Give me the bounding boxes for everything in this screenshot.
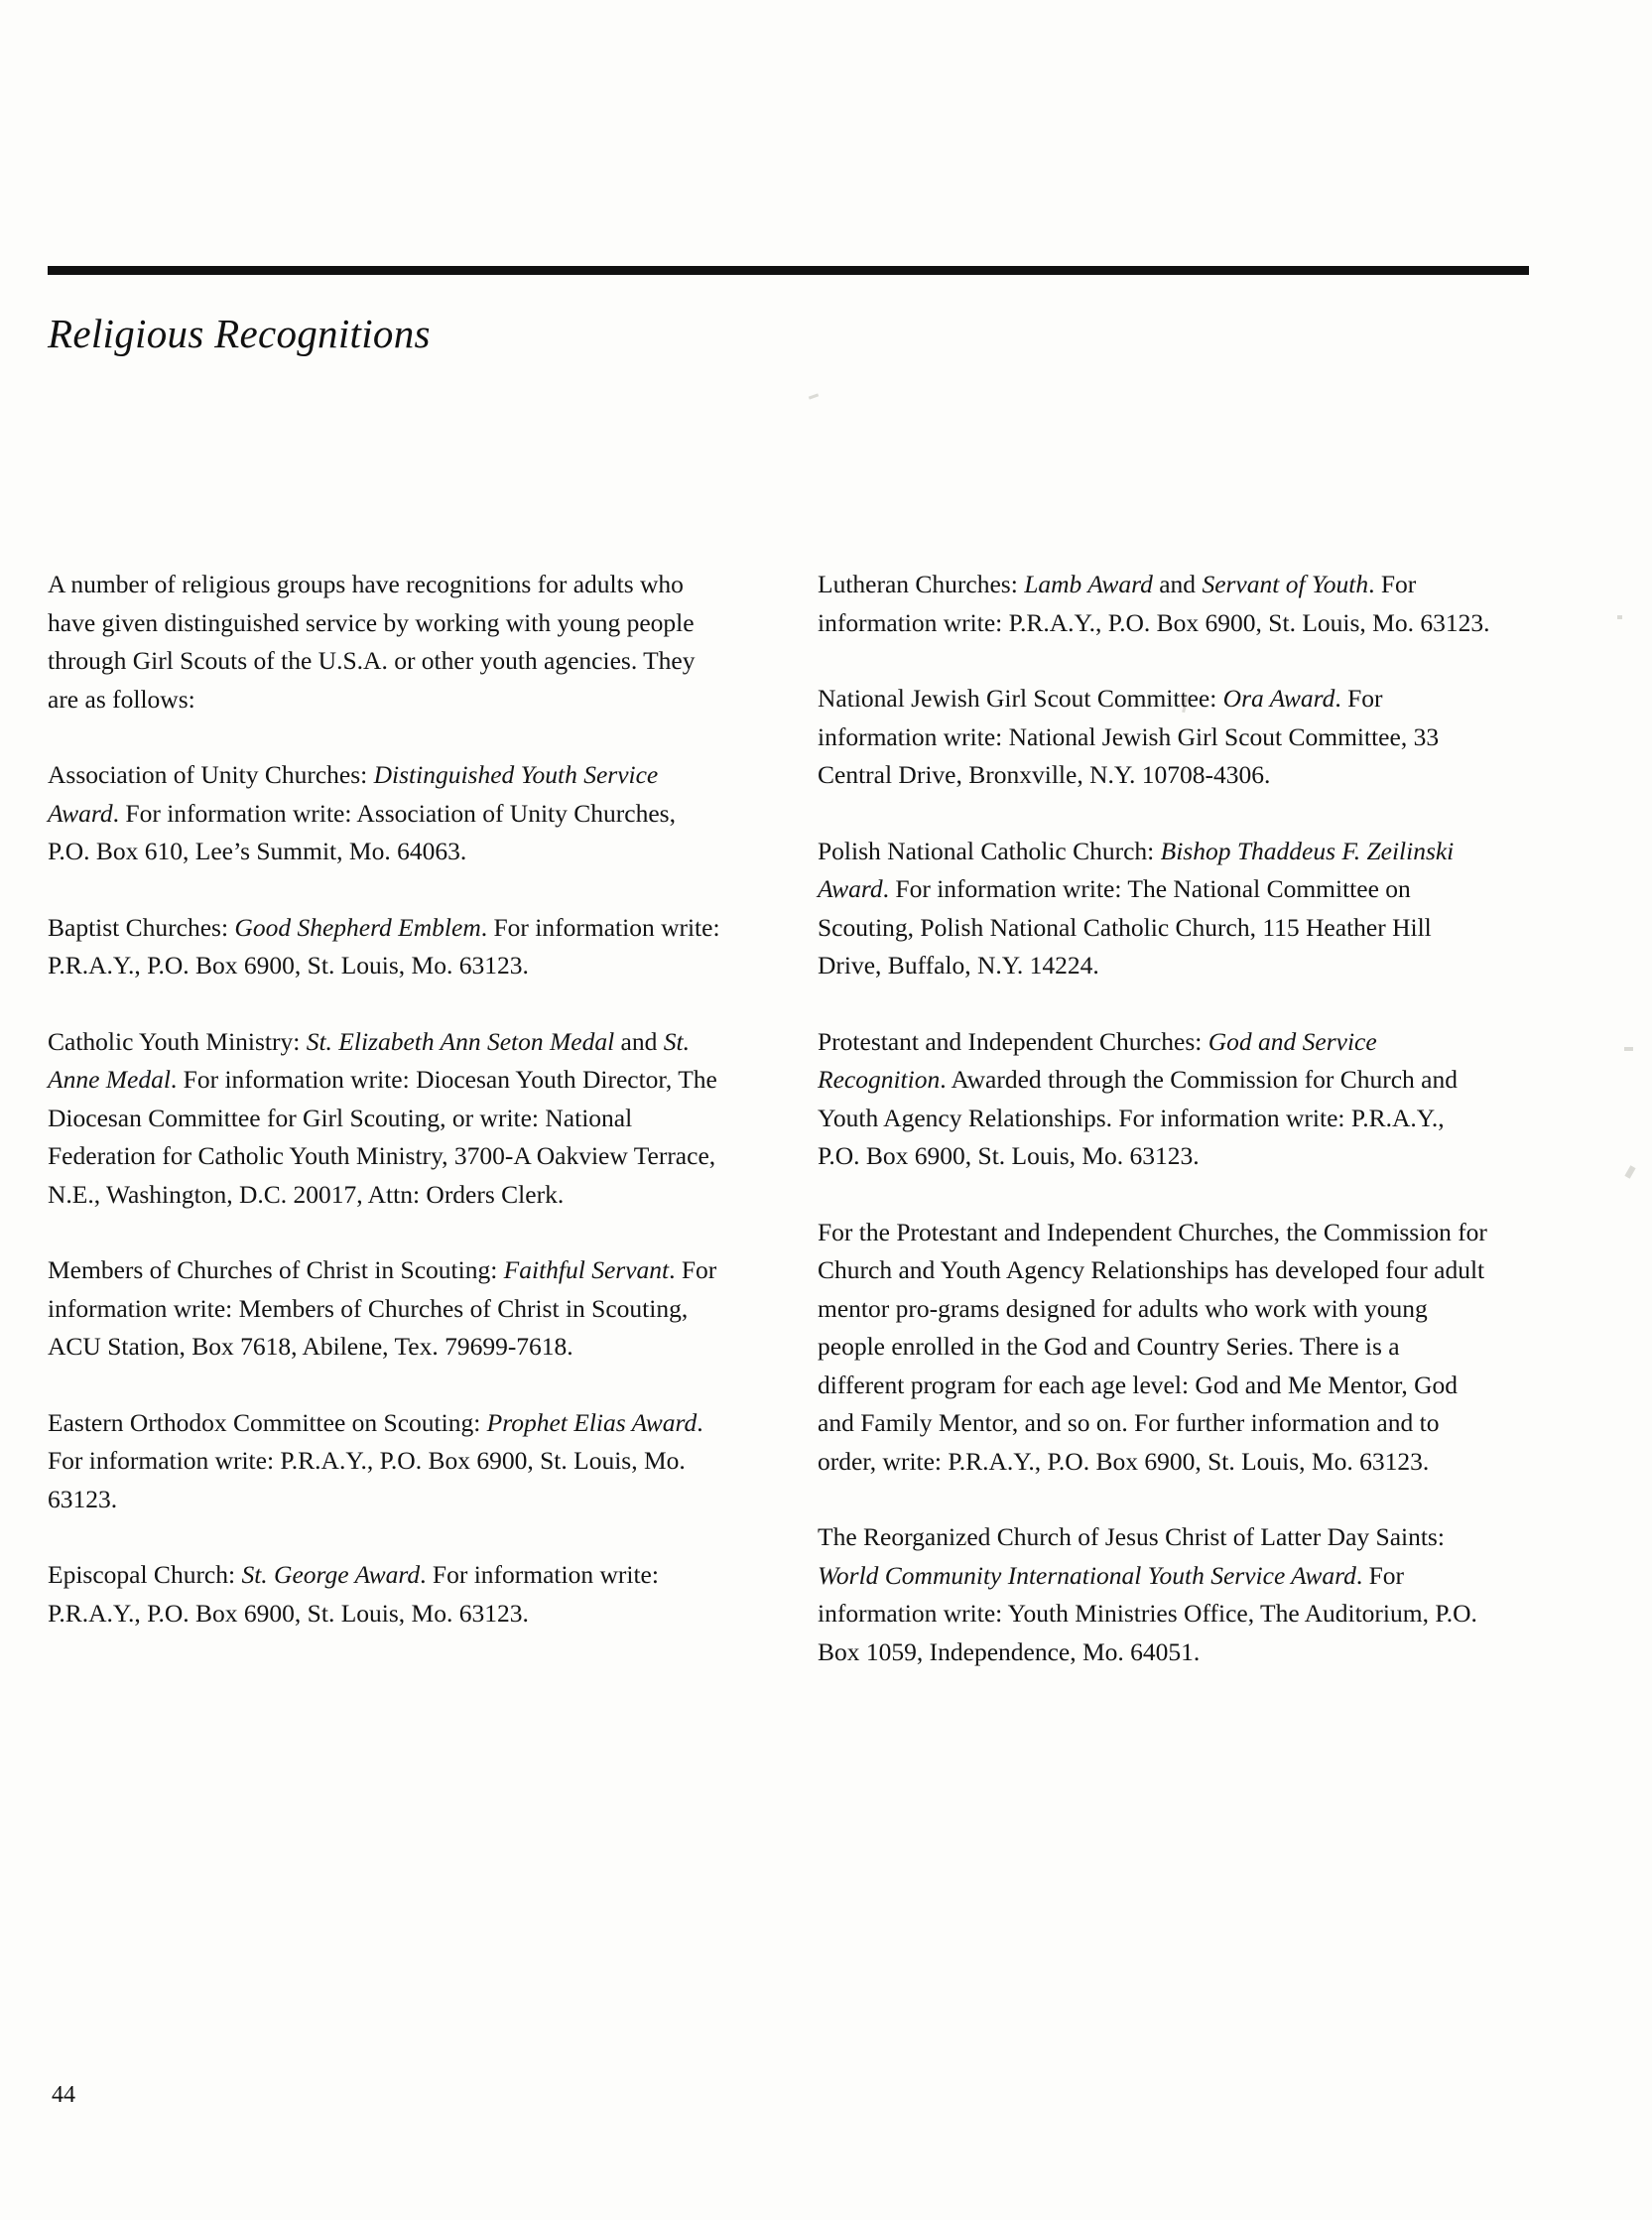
left-column — [48, 566, 722, 1671]
paragraph: A number of religious groups have recognitions for adults who have given distinguished service by working with young people through Girl Scouts of the U.S.A. or other youth agencies. They are as follows: — [48, 570, 696, 714]
paragraph: Protestant and Independent Churches: God and Service Recognition. Awarded through the Commission for Church and Youth Agency Relationships. For information write: P.R.A.Y., P.O. Box 6900, St. Louis, Mo. 63123. — [818, 1026, 1458, 1170]
paragraph: Association of Unity Churches: Distinguished Youth Service Award. For information write: Association of Unity Churches, P.O. Box 610, Lee’s Summit, Mo. 64063. — [48, 760, 676, 865]
paragraph: Members of Churches of Christ in Scouting: Faithful Servant. For information write: Members of Churches of Christ in Scouting, ACU Station, Box 7618, Abilene, Tex. 79699-7618. — [48, 1255, 717, 1361]
paragraph: Lutheran Churches: Lamb Award and Servant of Youth. For information write: P.R.A.Y., P.O. Box 6900, St. Louis, Mo. 63123. — [818, 570, 1490, 637]
body-columns — [48, 566, 1536, 1671]
paragraph: Catholic Youth Ministry: St. Elizabeth Ann Seton Medal and St. Anne Medal. For information write: Diocesan Youth Director, The Diocesan Committee for Girl Scouting, or write: National Federation for Catholic Youth Ministry, 3700-A Oakview Terrace, N.E., Washington, D.C. 20017, Attn: Orders Clerk. — [48, 1026, 717, 1209]
page-title: Religious Recognitions — [48, 311, 431, 356]
paper-speck — [809, 393, 819, 399]
header-rule — [48, 266, 1529, 275]
paragraph: For the Protestant and Independent Churches, the Commission for Church and Youth Agency Relationships has developed four adult mentor pro-grams designed for adults who work with young people enrolled in the God and Country Series. There is a different program for each age level: God and Me Mentor, God and Family Mentor, and so on. For further information and to order, write: P.R.A.Y., P.O. Box 6900, St. Louis, Mo. 63123. — [818, 1217, 1487, 1476]
right-column — [818, 566, 1492, 1671]
paragraph: Polish National Catholic Church: Bishop Thaddeus F. Zeilinski Award. For information write: The National Committee on Scouting, Polish National Catholic Church, 115 Heather Hill Drive, Buffalo, N.Y. 14224. — [818, 836, 1455, 979]
paper-speck — [1624, 1047, 1633, 1051]
paragraph: Episcopal Church: St. George Award. For information write: P.R.A.Y., P.O. Box 6900, St. Louis, Mo. 63123. — [48, 1560, 659, 1628]
paragraph: Baptist Churches: Good Shepherd Emblem. For information write: P.R.A.Y., P.O. Box 6900, St. Louis, Mo. 63123. — [48, 912, 720, 979]
page-number: 44 — [52, 2082, 75, 2108]
paragraph: The Reorganized Church of Jesus Christ of Latter Day Saints: World Community International Youth Service Award. For information write: Youth Ministries Office, The Auditorium, P.O. Box 1059, Independence, Mo. 64051. — [818, 1522, 1477, 1666]
paper-speck — [1624, 1165, 1635, 1178]
paper-speck — [1617, 615, 1622, 619]
paragraph: Eastern Orthodox Committee on Scouting: Prophet Elias Award. For information write: P.R.A.Y., P.O. Box 6900, St. Louis, Mo. 63123. — [48, 1407, 703, 1513]
paragraph: National Jewish Girl Scout Committee: Ora Award. For information write: National Jewish Girl Scout Committee, 33 Central Drive, Bronxville, N.Y. 10708-4306. — [818, 684, 1440, 789]
